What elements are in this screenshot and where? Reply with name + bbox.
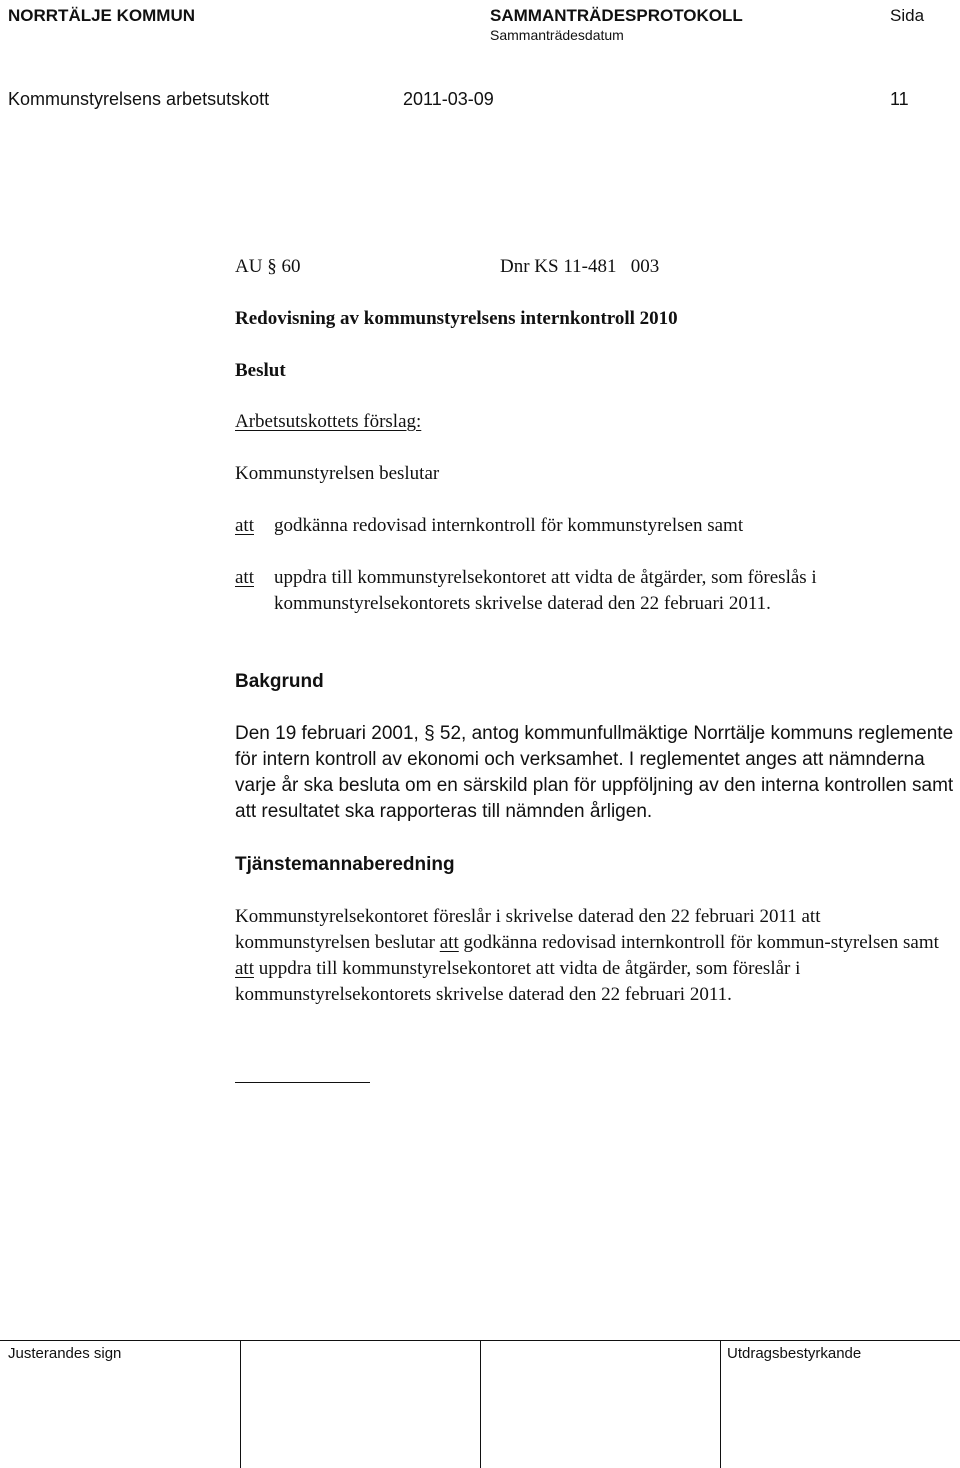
proposal-label: Arbetsutskottets förslag: — [235, 411, 422, 432]
background-text: Den 19 februari 2001, § 52, antog kommunfullmäktige Norrtälje kommuns reglemente för intern kontroll av ekonomi och verksamhet. I reglementet anges att nämnderna varje år ska besluta om en särskild plan för uppföljning av den interna kontrollen samt att resultatet ska rapporteras till nämnden årligen. — [235, 723, 954, 822]
att-marker: att — [439, 932, 459, 953]
item-title: Redovisning av kommunstyrelsens internkontroll 2010 — [235, 308, 678, 329]
preparation-text-part: uppdra till kommunstyrelsekontoret att vidta de åtgärder, som föreslår i kommunstyrelsekontorets skrivelse daterad den 22 februari 2011. — [235, 958, 801, 1005]
decision-heading: Beslut — [235, 360, 286, 381]
page-number: 11 — [890, 89, 909, 109]
signature-box — [720, 1341, 721, 1468]
signature-label: Justerandes sign — [8, 1345, 122, 1362]
extract-certification-label: Utdragsbestyrkande — [727, 1345, 862, 1362]
preparation-text-part: Kommunstyrelsekontoret föreslår i skrivelse daterad den 22 februari 2011 att kommunstyrelsen beslutar — [235, 906, 821, 953]
signature-box — [480, 1341, 481, 1468]
end-divider — [235, 1082, 370, 1083]
committee-name: Kommunstyrelsens arbetsutskott — [8, 89, 270, 109]
meeting-date-label: Sammanträdesdatum — [490, 27, 624, 43]
decision-intro: Kommunstyrelsen beslutar — [235, 463, 440, 484]
case-number: Dnr KS 11-481 003 — [500, 256, 660, 277]
decision-item-text: godkänna redovisad internkontroll för kommunstyrelsen samt — [274, 515, 744, 536]
signature-footer — [0, 1340, 960, 1468]
municipality-name: NORRTÄLJE KOMMUN — [8, 6, 195, 25]
signature-box — [240, 1341, 241, 1468]
paragraph-reference: AU § 60 — [235, 256, 301, 277]
meeting-date: 2011-03-09 — [403, 89, 494, 109]
page-label: Sida — [890, 6, 925, 25]
att-marker: att — [235, 958, 254, 979]
background-heading: Bakgrund — [235, 671, 324, 692]
decision-item-marker: att — [235, 515, 254, 536]
preparation-heading: Tjänstemannaberedning — [235, 854, 455, 875]
decision-item-text: uppdra till kommunstyrelsekontoret att vidta de åtgärder, som föreslås i kommunstyrelsekontorets skrivelse daterad den 22 februari 2011. — [274, 567, 817, 614]
preparation-text — [235, 904, 960, 1008]
decision-item-marker: att — [235, 567, 254, 588]
protocol-title: SAMMANTRÄDESPROTOKOLL — [490, 6, 743, 25]
preparation-text-part: godkänna redovisad internkontroll för kommun-styrelsen samt — [458, 932, 939, 953]
